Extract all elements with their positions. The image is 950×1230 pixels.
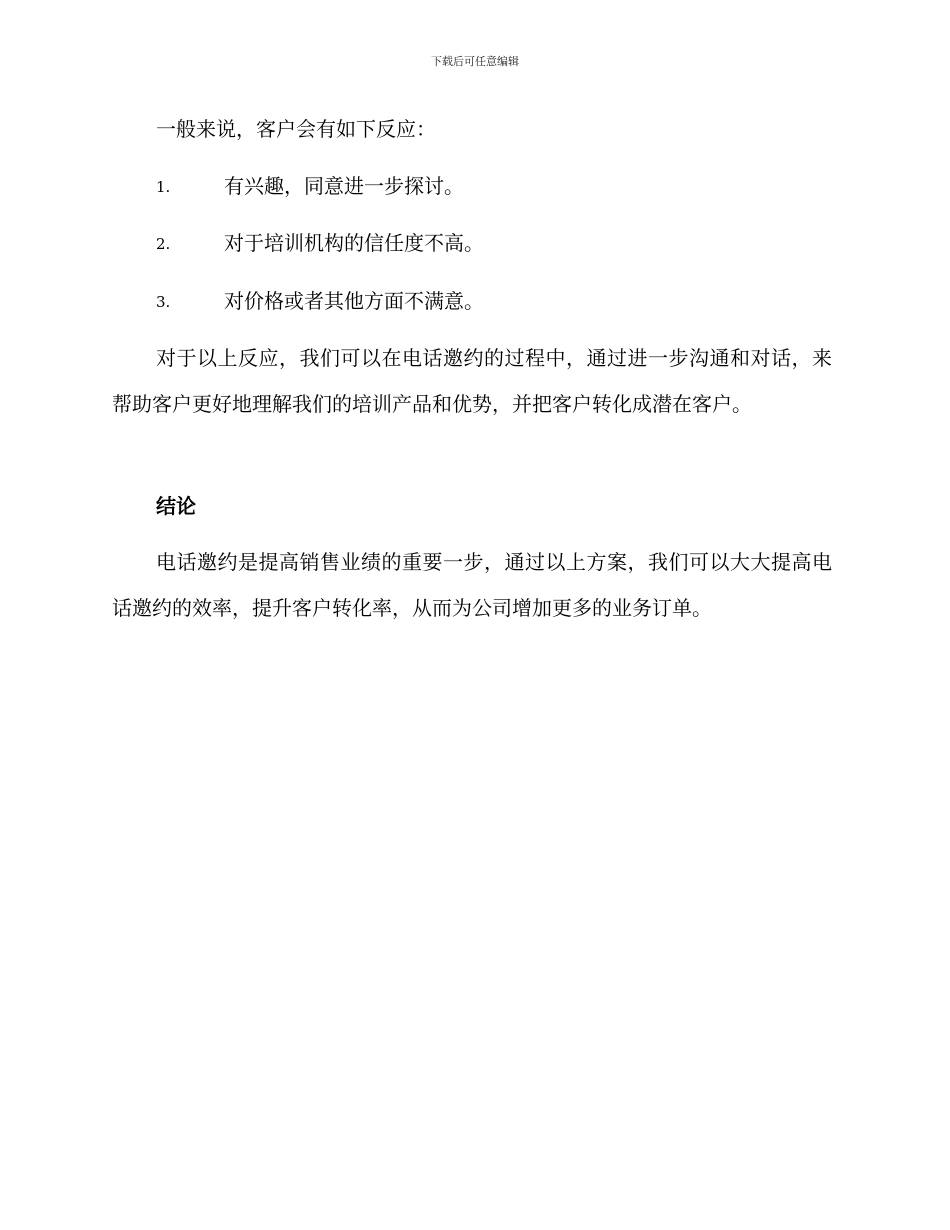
list-item-number: 1. [156, 178, 171, 196]
list-item-number: 3. [156, 293, 171, 311]
conclusion-heading: 结论 [156, 494, 196, 518]
list-item-text: 有兴趣，同意进一步探讨。 [224, 174, 464, 198]
conclusion-paragraph: 电话邀约是提高销售业绩的重要一步，通过以上方案，我们可以大大提高电话邀约的效率，提升客户转化率，从而为公司增加更多的业务订单。 [112, 550, 832, 620]
list-item-number: 2. [156, 235, 171, 253]
list-item-text: 对价格或者其他方面不满意。 [224, 289, 484, 313]
response-paragraph: 对于以上反应，我们可以在电话邀约的过程中，通过进一步沟通和对话，来帮助客户更好地理解我们的培训产品和优势，并把客户转化成潜在客户。 [112, 346, 832, 416]
list-item-text: 对于培训机构的信任度不高。 [224, 231, 484, 255]
page-header: 下载后可任意编辑 [431, 55, 519, 68]
intro-paragraph: 一般来说，客户会有如下反应： [156, 117, 436, 141]
